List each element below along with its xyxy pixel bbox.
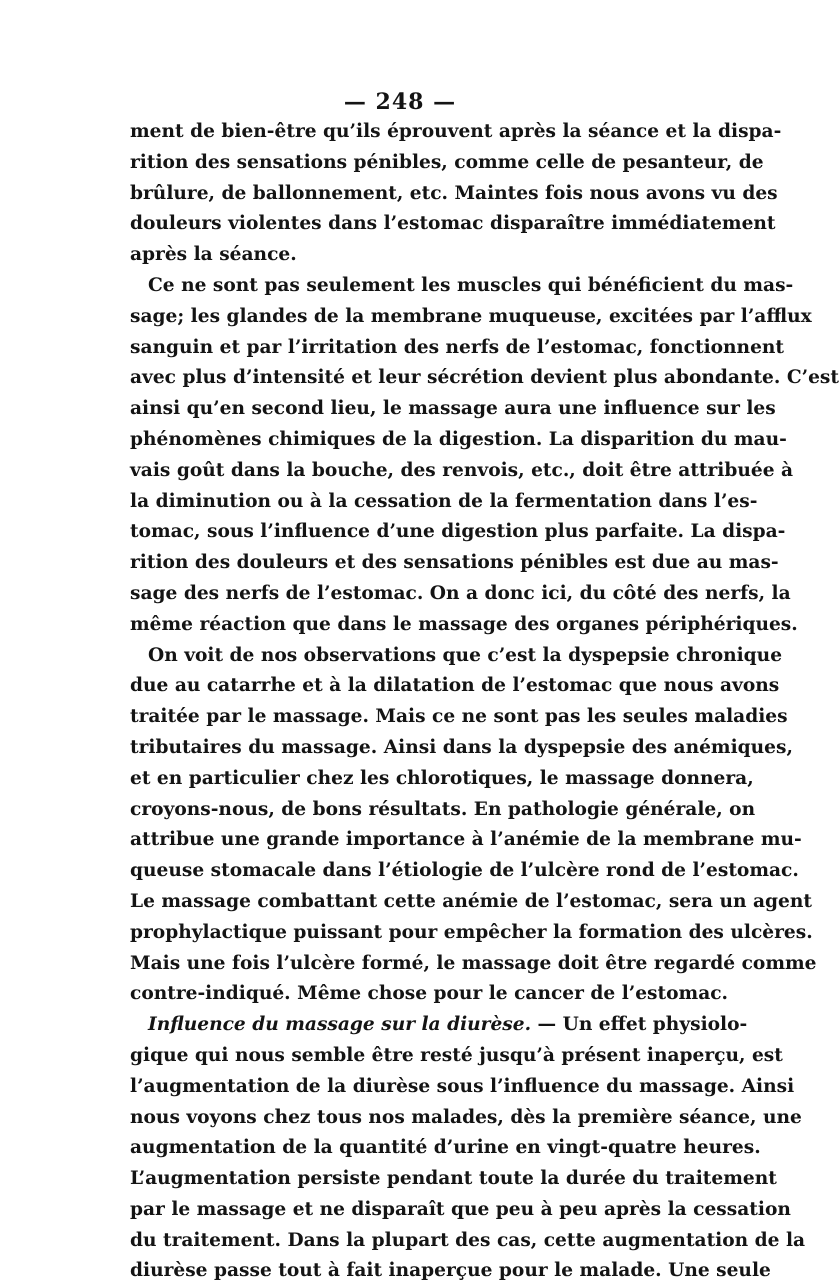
text-line: tributaires du massage. Ainsi dans la dyspepsie des anémiques, xyxy=(130,736,793,758)
text-line: nous voyons chez tous nos malades, dès la première séance, une xyxy=(130,1106,802,1128)
text-line: croyons-nous, de bons résultats. En pathologie générale, on xyxy=(130,798,756,820)
text-line: brûlure, de ballonnement, etc. Maintes fois nous avons vu des xyxy=(130,182,778,204)
section-heading-line xyxy=(130,1010,748,1041)
text-line: ment de bien-être qu’ils éprouvent après la séance et la dispa- xyxy=(130,121,782,142)
text-line: L’augmentation persiste pendant toute la durée du traitement xyxy=(130,1168,777,1190)
text-line: traitée par le massage. Mais ce ne sont pas les seules maladies xyxy=(130,706,788,728)
text-line: et en particulier chez les chlorotiques, le massage donnera, xyxy=(130,767,754,789)
text-line: l’augmentation de la diurèse sous l’influence du massage. Ainsi xyxy=(130,1075,795,1097)
text-line: augmentation de la quantité d’urine en vingt-quatre heures. xyxy=(130,1137,761,1159)
text-line: attribue une grande importance à l’anémie de la membrane mu- xyxy=(130,829,802,851)
text-line: avec plus d’intensité et leur sécrétion devient plus abondante. C’est xyxy=(130,367,839,389)
text-line: ainsi qu’en second lieu, le massage aura une influence sur les xyxy=(130,398,776,420)
text-line: douleurs violentes dans l’estomac disparaître immédiatement xyxy=(130,213,776,235)
section-heading-rest: — Un effet physiolo- xyxy=(531,1014,748,1036)
text-line: prophylactique puissant pour empêcher la formation des ulcères. xyxy=(130,921,813,943)
text-line: du traitement. Dans la plupart des cas, cette augmentation de la xyxy=(130,1229,806,1251)
body-text xyxy=(130,117,839,1287)
text-line: Le massage combattant cette anémie de l’estomac, sera un agent xyxy=(130,890,812,912)
text-line: sage des nerfs de l’estomac. On a donc ici, du côté des nerfs, la xyxy=(130,582,791,604)
text-line: queuse stomacale dans l’étiologie de l’ulcère rond de l’estomac. xyxy=(130,860,799,882)
text-line: après la séance. xyxy=(130,244,297,266)
text-line: phénomènes chimiques de la digestion. La disparition du mau- xyxy=(130,428,787,450)
text-line: Mais une fois l’ulcère formé, le massage doit être regardé comme xyxy=(130,952,817,974)
text-line: sanguin et par l’irritation des nerfs de l’estomac, fonctionnent xyxy=(130,336,785,358)
text-line: due au catarrhe et à la dilatation de l’estomac que nous avons xyxy=(130,675,780,697)
text-line: rition des douleurs et des sensations pénibles est due au mas- xyxy=(130,552,779,574)
text-line: même réaction que dans le massage des organes périphériques. xyxy=(130,613,798,635)
text-line: contre-indiqué. Même chose pour le cancer de l’estomac. xyxy=(130,983,729,1005)
text-line: rition des sensations pénibles, comme celle de pesanteur, de xyxy=(130,151,764,173)
text-line: par le massage et ne disparaît que peu à peu après la cessation xyxy=(130,1198,791,1220)
text-line: vais goût dans la bouche, des renvois, etc., doit être attribuée à xyxy=(130,459,794,481)
text-line: Ce ne sont pas seulement les muscles qui bénéficient du mas- xyxy=(148,274,794,296)
text-line: tomac, sous l’influence d’une digestion plus parfaite. La dispa- xyxy=(130,521,786,543)
text-line: sage; les glandes de la membrane muqueuse, excitées par l’afflux xyxy=(130,305,812,327)
text-line: gique qui nous semble être resté jusqu’à présent inaperçu, est xyxy=(130,1044,783,1066)
text-line: On voit de nos observations que c’est la dyspepsie chronique xyxy=(148,644,783,666)
text-line: diurèse passe tout à fait inaperçue pour le malade. Une seule xyxy=(130,1260,771,1282)
page-number: — 248 — xyxy=(343,89,457,115)
text-line: la diminution ou à la cessation de la fermentation dans l’es- xyxy=(130,490,758,512)
section-heading: Influence du massage sur la diurèse. xyxy=(148,1014,532,1036)
